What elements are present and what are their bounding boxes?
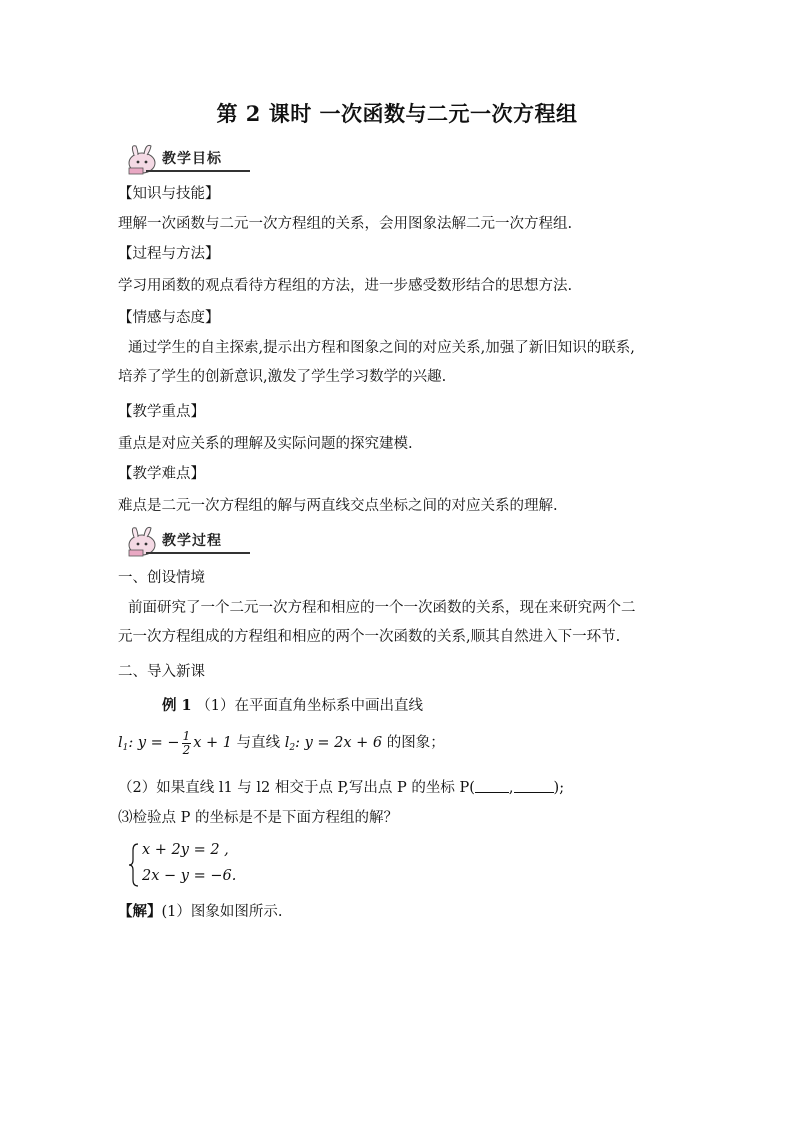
difficulty-heading: 【教学难点】 [118, 466, 205, 482]
l2-symbol: l [284, 735, 290, 751]
fraction-one-half [182, 730, 192, 757]
teaching-process-badge [122, 524, 250, 558]
example-question-1: （1）在平面直角坐标系中画出直线 [196, 698, 423, 714]
knowledge-text: 理解一次函数与二元一次方程组的关系，会用图象法解二元一次方程组. [118, 216, 573, 232]
fraction-numerator: 1 [182, 728, 191, 743]
with-line-text: 与直线 [232, 735, 285, 751]
equation-2: 2x − y = −6. [142, 868, 237, 884]
l2-subscript: 2 [289, 743, 296, 753]
solution-label: 【解】 [118, 903, 162, 920]
l1-equation-end: x + 1 [193, 735, 232, 751]
process-text: 学习用函数的观点看待方程组的方法，进一步感受数形结合的思想方法. [118, 278, 573, 294]
knowledge-heading: 【知识与技能】 [118, 186, 220, 202]
badge-label: 教学目标 [162, 151, 222, 167]
line-equations [118, 728, 445, 763]
l1-subscript: 1 [122, 743, 129, 753]
page-title: 第 2 课时 一次函数与二元一次方程组 [216, 101, 578, 126]
answer-blank-y[interactable] [514, 780, 554, 793]
answer-blank-x[interactable] [475, 780, 509, 793]
process-heading: 【过程与方法】 [118, 246, 220, 262]
key-text: 重点是对应关系的理解及实际问题的探究建模. [118, 436, 413, 452]
l1-symbol: l [118, 735, 123, 751]
badge-underline [146, 552, 250, 554]
emotion-text: 通过学生的自主探索,提示出方程和图象之间的对应关系,加强了新旧知识的联系,培养了学生的创新意识,激发了学生学习数学的兴趣. [118, 340, 635, 385]
fraction-denominator: 2 [182, 742, 191, 757]
question-2 [118, 778, 564, 798]
example-label: 例 1 [162, 697, 192, 714]
solution-text: (1）图象如图所示. [161, 904, 283, 920]
key-heading: 【教学重点】 [118, 404, 205, 420]
question-2-text: （2）如果直线 l1 与 l2 相交于点 P,写出点 P 的坐标 P( [118, 780, 475, 796]
emotion-heading: 【情感与态度】 [118, 310, 220, 326]
equation-system [128, 842, 268, 888]
equation-1: x + 2y = 2 , [142, 842, 229, 858]
l2-equation: : y = 2x + 6 [295, 735, 383, 751]
step2-heading: 二、导入新课 [118, 664, 205, 680]
difficulty-text: 难点是二元一次方程组的解与两直线交点坐标之间的对应关系的理解. [118, 498, 558, 514]
l1-equation-start: : y = − [128, 735, 180, 751]
badge-underline [146, 170, 250, 172]
step1-text: 前面研究了一个二元一次方程和相应的一个一次函数的关系，现在来研究两个二元一次方程组成的方程组和相应的两个一次函数的关系,顺其自然进入下一环节. [118, 600, 636, 645]
left-brace-icon [128, 842, 140, 888]
question-2-comma: , [508, 780, 514, 796]
teaching-goals-badge [122, 142, 250, 176]
badge-label: 教学过程 [162, 533, 222, 549]
example-line [162, 696, 423, 716]
graph-of-text: 的图象； [382, 735, 445, 751]
step1-heading: 一、创设情境 [118, 570, 205, 586]
solution-line [118, 902, 283, 922]
question-3: ⑶检验点 P 的坐标是不是下面方程组的解？ [118, 810, 398, 826]
question-2-end: ); [553, 780, 565, 796]
